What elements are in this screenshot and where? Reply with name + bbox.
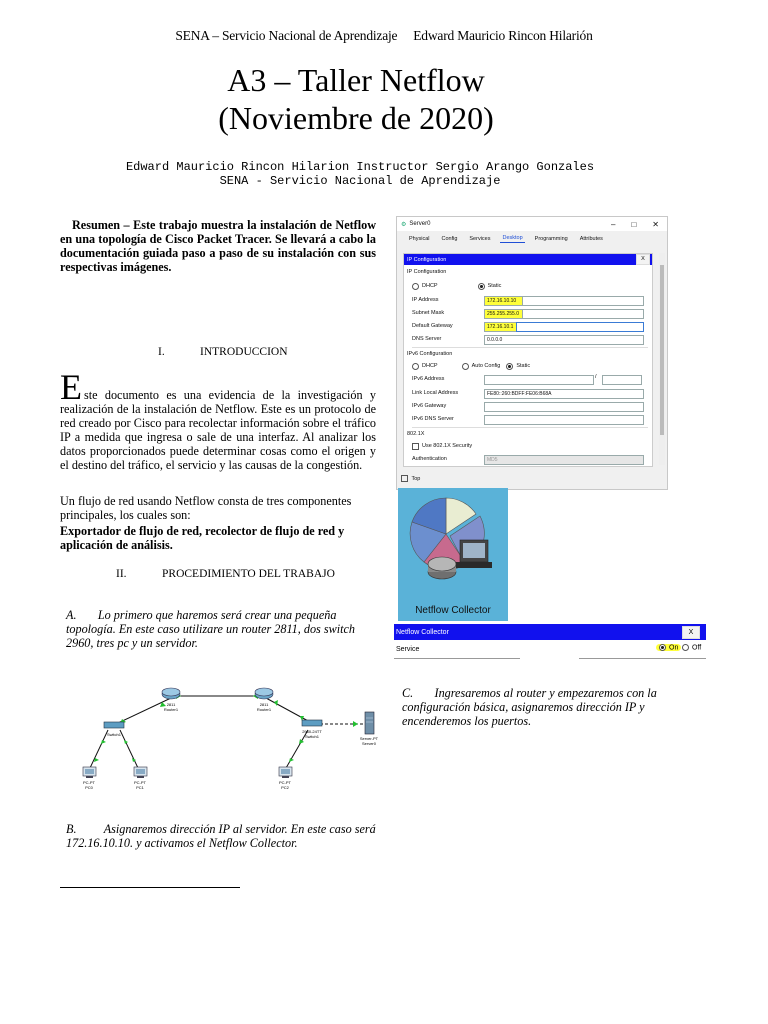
panel-title: IP Configuration — [407, 256, 447, 263]
subnet-mask-input-rest[interactable] — [522, 309, 644, 319]
panel-header — [404, 254, 652, 265]
service-on-option[interactable] — [656, 644, 681, 651]
dropcap: E — [60, 367, 82, 407]
ipv4-heading: IP Configuration — [407, 269, 447, 275]
minimize-button[interactable]: – — [611, 219, 616, 229]
pc-1-name: PC1 — [136, 785, 144, 790]
step-a-text: Lo primero que haremos será crear una pequeña topología. En este caso utilizare un router 2811, dos switch 2960, tres pc y un servidor. — [66, 608, 355, 650]
authentication-label: Authentication — [412, 456, 447, 462]
close-button[interactable]: ✕ — [652, 219, 659, 229]
static-radio[interactable] — [478, 283, 485, 290]
dot1x-check-label: Use 802.1X Security — [422, 443, 473, 449]
ipv6-address-label: IPv6 Address — [412, 376, 445, 382]
dns-server-input[interactable]: 0.0.0.0 — [484, 335, 644, 345]
server-0-name: Server0 — [361, 741, 377, 746]
service-divider-right — [579, 658, 706, 665]
separator — [412, 427, 648, 428]
ipv6-static-radio[interactable] — [506, 363, 513, 370]
default-gateway-input-rest[interactable] — [516, 322, 644, 332]
header-author: Edward Mauricio Rincon Hilarión — [413, 28, 593, 43]
router-0-name: Router1 — [163, 707, 179, 712]
top-option — [401, 475, 420, 482]
service-on-radio[interactable] — [659, 644, 666, 651]
ipv6-dns-input[interactable] — [484, 415, 644, 425]
byline-institution: SENA - Servicio Nacional de Aprendizaje — [219, 174, 501, 188]
static-label: Static — [487, 283, 502, 289]
top-label: Top — [411, 475, 421, 482]
service-divider-left — [394, 658, 520, 665]
tab-bar — [397, 231, 667, 243]
window-title: Server0 — [409, 221, 431, 227]
window-titlebar — [397, 217, 667, 231]
ip-address-input[interactable]: 172.16.10.10 — [484, 296, 524, 306]
netflow-bar-title: Netflow Collector — [396, 628, 449, 636]
router-0-model: 2811 — [166, 702, 176, 707]
service-off-radio[interactable] — [682, 644, 689, 651]
tab-config[interactable]: Config — [441, 236, 458, 242]
ipv6-dhcp-radio[interactable] — [412, 363, 419, 370]
footnote-separator — [60, 887, 240, 888]
maximize-button[interactable]: □ — [631, 219, 637, 229]
netflow-close-button[interactable]: X — [682, 626, 700, 639]
link-local-label: Link Local Address — [412, 390, 459, 396]
pc-2-name: PC2 — [281, 785, 289, 790]
dot1x-heading: 802.1X — [407, 431, 425, 437]
default-gateway-input[interactable]: 172.16.10.1 — [484, 322, 518, 332]
intro-paragraph-3: Exportador de flujo de red, recolector de flujo de red y aplicación de análisis. — [60, 524, 345, 552]
ipv6-auto-label: Auto Config — [471, 363, 501, 369]
page-title-line1: A3 – Taller Netflow — [227, 62, 485, 98]
switch-1-name: Switch1 — [304, 734, 320, 739]
ip-address-label: IP Address — [412, 297, 439, 303]
server-config-window — [396, 216, 668, 490]
window-controls — [611, 220, 667, 229]
step-a — [66, 608, 376, 650]
step-c-label: C. — [402, 686, 414, 700]
ipv6-mode — [412, 361, 530, 371]
service-on-label: On — [669, 644, 679, 652]
dot1x-option — [412, 441, 472, 451]
network-topology-diagram — [68, 672, 384, 798]
section1-number: I. — [158, 346, 165, 358]
separator — [412, 347, 648, 348]
service-off-label: Off — [692, 644, 702, 652]
abstract: Resumen – Este trabajo muestra la instalación de Netflow en una topología de Cisco Packet Tracer. Se llevará a cabo la documentación guiada paso a paso de su instalación con sus respectivas imágenes. — [60, 218, 376, 274]
default-gateway-label: Default Gateway — [412, 323, 453, 329]
authentication-select[interactable]: MD5 — [484, 455, 644, 465]
ipv6-prefix-slash: / — [595, 374, 597, 380]
pc-0-name: PC0 — [85, 785, 93, 790]
subnet-mask-label: Subnet Mask — [412, 310, 445, 316]
panel-scrollbar[interactable] — [659, 253, 665, 465]
ipv6-address-input[interactable] — [484, 375, 594, 385]
page-title-line2: (Noviembre de 2020) — [218, 100, 494, 136]
section2-number: II. — [116, 568, 127, 580]
dot1x-checkbox[interactable] — [412, 443, 419, 450]
tab-attributes[interactable]: Attributes — [579, 236, 603, 242]
byline-authors: Edward Mauricio Rincon Hilarion Instructor Sergio Arango Gonzales — [125, 160, 595, 174]
netflow-service-row — [394, 642, 706, 664]
running-header — [0, 28, 768, 44]
router-1-name: Router1 — [256, 707, 272, 712]
scrollbar-thumb[interactable] — [660, 265, 664, 435]
server-0-model: Server-PT — [359, 736, 379, 741]
ipv6-gateway-label: IPv6 Gateway — [412, 403, 447, 409]
netflow-collector-titlebar — [394, 624, 706, 640]
router-1-model: 2811 — [259, 702, 269, 707]
dns-server-label: DNS Server — [412, 336, 442, 342]
step-b-label: B. — [66, 822, 77, 836]
tab-services[interactable]: Services — [469, 236, 491, 242]
ipv6-dns-label: IPv6 DNS Server — [412, 416, 454, 422]
pc-2-model: PC-PT — [279, 780, 291, 785]
ipv6-heading: IPv6 Configuration — [407, 351, 453, 357]
section1-body — [60, 367, 376, 472]
ipv6-prefix-input[interactable] — [602, 375, 642, 385]
switch-1-model: 2960-24TT — [302, 729, 322, 734]
tab-desktop[interactable]: Desktop — [502, 235, 523, 241]
pc-0-model: PC-PT — [83, 780, 95, 785]
tab-physical[interactable]: Physical — [409, 236, 430, 242]
link-local-input[interactable]: FE80::260:BDFF:FE06:B68A — [484, 389, 644, 399]
step-b-text: Asignaremos dirección IP al servidor. En este caso será 172.16.10.10. y activamos el Netflow Collector. — [66, 822, 376, 850]
ipv6-static-label: Static — [516, 363, 531, 369]
netflow-collector-label: Netflow Collector — [415, 605, 491, 616]
packet-tracer-icon: ⚙ — [401, 221, 407, 228]
ipv6-dhcp-label: DHCP — [422, 363, 438, 369]
pc-1-model: PC-PT — [134, 780, 146, 785]
section1-title: INTRODUCCION — [200, 346, 288, 358]
tab-programming[interactable]: Programming — [534, 236, 568, 242]
top-checkbox[interactable] — [401, 475, 408, 482]
ipv6-auto-radio[interactable] — [462, 363, 469, 370]
service-off-option[interactable] — [682, 644, 701, 651]
section2-title: PROCEDIMIENTO DEL TRABAJO — [162, 568, 335, 580]
step-a-label: A. — [66, 608, 77, 622]
panel-close-button[interactable]: X — [636, 254, 650, 265]
intro-paragraph-2: Un flujo de red usando Netflow consta de tres componentes principales, los cuales son: — [60, 494, 352, 522]
dhcp-label: DHCP — [422, 283, 438, 289]
netflow-collector-tile[interactable] — [398, 488, 508, 621]
subnet-mask-input[interactable]: 255.255.255.0 — [484, 309, 524, 319]
step-b — [66, 822, 376, 850]
intro-paragraph: ste documento es una evidencia de la investigación y realización de la instalación de Netflow. Este es un protocolo de red creado por Cisco para recolectar información sobre el tráfico IP a medida que ingresa o sale de una interfaz. Al analizar los datos proporcionados puede determinar cosas como el origen y el destino del tráfico, el servicio y las causas de la congestión. — [60, 388, 376, 472]
switch-0-name: Switch1 — [106, 732, 122, 737]
dhcp-radio[interactable] — [412, 283, 419, 290]
ipv6-gateway-input[interactable] — [484, 402, 644, 412]
service-label: Service — [396, 646, 420, 653]
step-c-text: Ingresaremos al router y empezaremos con la configuración básica, asignaremos dirección IP y encenderemos los puertos. — [402, 686, 657, 728]
netflow-collector-icon — [398, 488, 508, 598]
header-institution: SENA – Servicio Nacional de Aprendizaje — [175, 28, 398, 43]
ipv4-mode — [412, 281, 501, 291]
step-c — [402, 686, 708, 728]
ip-configuration-panel — [403, 253, 653, 467]
ip-address-input-rest[interactable] — [522, 296, 644, 306]
